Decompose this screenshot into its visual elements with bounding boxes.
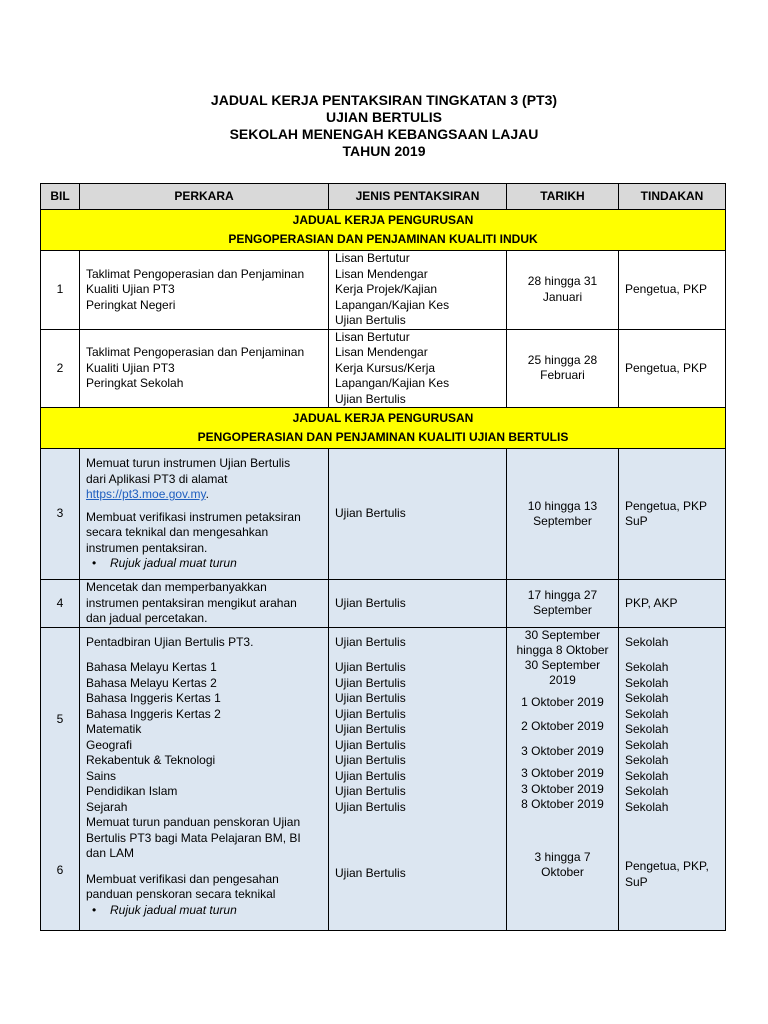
tindakan-line: Sekolah: [625, 691, 669, 705]
tarikh-line: 17 hingga 27: [527, 587, 598, 602]
tindakan-line: Sekolah: [625, 634, 669, 649]
title-line-4: TAHUN 2019: [342, 143, 426, 159]
section-title-line: JADUAL KERJA PENGURUSAN: [292, 213, 474, 227]
perkara-line: instrumen pentaksiran mengikut arahan: [86, 595, 297, 610]
tindakan-line: Sekolah: [625, 799, 669, 814]
row-bil: 5: [56, 711, 64, 726]
row-perkara: [80, 329, 329, 408]
jenis-line: Ujian Bertulis: [335, 675, 406, 690]
subject-line: Bahasa Inggeris Kertas 1: [86, 691, 221, 705]
row-bil: 6: [56, 862, 64, 877]
tarikh-line: 30 September: [524, 657, 601, 672]
tarikh-line: 1 Oktober 2019: [521, 694, 604, 709]
jenis-line: Ujian Bertulis: [335, 634, 406, 649]
tarikh-line: 28 hingga 31: [527, 274, 598, 289]
tarikh-line: 8 Oktober 2019: [521, 797, 604, 811]
row-bil: 4: [41, 580, 80, 628]
row-tarikh: [507, 627, 619, 930]
subject-line: Sains: [86, 768, 117, 783]
subject-line: Bahasa Melayu Kertas 1: [86, 660, 217, 674]
tarikh-line: September: [533, 514, 592, 528]
bullet-note: • Rujuk jadual muat turun: [86, 556, 322, 572]
table-row: [41, 627, 726, 930]
row-tindakan: Pengetua, PKP: [619, 329, 726, 408]
jenis-line: Ujian Bertulis: [335, 391, 406, 406]
section-title-line: PENGOPERASIAN DAN PENJAMINAN KUALITI INDUK: [228, 232, 538, 246]
subject-line: Matematik: [86, 722, 142, 736]
row-bil-group: [41, 627, 80, 930]
tindakan-line: Sekolah: [625, 660, 669, 674]
jenis-line: Ujian Bertulis: [335, 784, 406, 798]
row-jenis: Ujian Bertulis: [329, 449, 507, 580]
perkara-line: Mencetak dan memperbanyakkan: [86, 580, 267, 594]
perkara-line: secara teknikal dan mengesahkan: [86, 525, 269, 540]
perkara-line: Peringkat Sekolah: [86, 376, 184, 390]
perkara-line: Membuat verifikasi dan pengesahan: [86, 871, 279, 886]
subject-line: Geografi: [86, 737, 133, 752]
jenis-line: Ujian Bertulis: [335, 737, 406, 752]
row-jenis: [329, 251, 507, 330]
perkara-line: dan LAM: [86, 846, 135, 860]
subject-line: Pendidikan Islam: [86, 784, 178, 798]
tarikh-line: 25 hingga 28: [527, 352, 598, 367]
perkara-line: instrumen pentaksiran.: [86, 540, 208, 555]
link-suffix: .: [205, 487, 209, 502]
perkara-link-line: [86, 487, 322, 503]
row-bil: 2: [41, 329, 80, 408]
tindakan-line: Sekolah: [625, 737, 669, 752]
title-line-3: SEKOLAH MENENGAH KEBANGSAAN LAJAU: [229, 126, 539, 142]
tindakan-line: Sekolah: [625, 768, 669, 783]
tindakan-line: Sekolah: [625, 722, 669, 736]
tindakan-line: Pengetua, PKP,: [625, 859, 709, 873]
subject-line: Bahasa Inggeris Kertas 2: [86, 706, 221, 721]
table-row: [41, 251, 726, 330]
row-jenis: [329, 329, 507, 408]
jenis-line: Lisan Mendengar: [335, 345, 428, 359]
row-perkara: [80, 627, 329, 930]
perkara-line: Memuat turun panduan penskoran Ujian: [86, 815, 301, 829]
tarikh-line: September: [533, 603, 592, 618]
tarikh-line: hingga 8 Oktober: [516, 642, 609, 657]
document-title: [0, 92, 768, 160]
jenis-line: Ujian Bertulis: [335, 706, 406, 721]
header-row: [41, 184, 726, 210]
tarikh-line: 3 Oktober 2019: [521, 766, 604, 780]
row-bil: 3: [41, 449, 80, 580]
perkara-line: panduan penskoran secara teknikal: [86, 887, 276, 901]
row-perkara: [80, 449, 329, 580]
header-tarikh: TARIKH: [507, 184, 619, 210]
table-row: [41, 580, 726, 628]
perkara-line: Kualiti Ujian PT3: [86, 282, 175, 296]
tindakan-line: Sekolah: [625, 706, 669, 721]
subject-line: Rekabentuk & Teknologi: [86, 753, 216, 767]
jenis-line: Lapangan/Kajian Kes: [335, 376, 450, 390]
header-jenis: JENIS PENTAKSIRAN: [329, 184, 507, 210]
perkara-line: Bertulis PT3 bagi Mata Pelajaran BM, BI: [86, 830, 301, 845]
perkara-line: Pentadbiran Ujian Bertulis PT3.: [86, 634, 254, 649]
perkara-line: dari Aplikasi PT3 di alamat: [86, 471, 228, 486]
table-row: [41, 449, 726, 580]
perkara-line: dan jadual percetakan.: [86, 611, 208, 625]
perkara-line: Peringkat Negeri: [86, 297, 176, 312]
jenis-line: Ujian Bertulis: [335, 768, 406, 783]
header-perkara: PERKARA: [80, 184, 329, 210]
jenis-line: Ujian Bertulis: [335, 660, 406, 674]
jenis-line: Lisan Mendengar: [335, 266, 428, 281]
bullet-note: • Rujuk jadual muat turun: [86, 903, 322, 919]
perkara-line: Membuat verifikasi instrumen petaksiran: [86, 509, 301, 524]
tindakan-line: Sekolah: [625, 675, 669, 690]
row-tarikh: [507, 329, 619, 408]
jenis-line: Ujian Bertulis: [335, 691, 406, 705]
row-tindakan: PKP, AKP: [619, 580, 726, 628]
tarikh-line: Januari: [542, 289, 583, 304]
tindakan-line: Sekolah: [625, 753, 669, 767]
jenis-line: Lapangan/Kajian Kes: [335, 297, 450, 312]
section-header-ujian-bertulis: [41, 408, 726, 449]
jenis-line: Ujian Bertulis: [335, 866, 406, 880]
section-title-line: PENGOPERASIAN DAN PENJAMINAN KUALITI UJIAN BERTULIS: [197, 430, 569, 444]
schedule-table: [40, 183, 726, 931]
tindakan-line: SuP: [625, 874, 648, 889]
tarikh-line: 3 Oktober 2019: [521, 781, 604, 796]
row-tarikh: [507, 251, 619, 330]
perkara-line: Kualiti Ujian PT3: [86, 360, 175, 375]
tindakan-line: Sekolah: [625, 784, 669, 798]
tarikh-line: Oktober: [541, 865, 584, 879]
jenis-line: Lisan Bertutur: [335, 329, 410, 344]
tarikh-line: 2019: [549, 673, 576, 687]
header-tindakan: TINDAKAN: [619, 184, 726, 210]
section-header-induk: [41, 210, 726, 251]
jenis-line: Ujian Bertulis: [335, 722, 406, 736]
table-row: [41, 329, 726, 408]
subject-line: Sejarah: [86, 799, 128, 814]
row-perkara: [80, 251, 329, 330]
tindakan-line: Pengetua, PKP: [625, 498, 708, 513]
row-tindakan: [619, 627, 726, 930]
row-tindakan: [619, 449, 726, 580]
tarikh-line: 2 Oktober 2019: [521, 719, 604, 733]
tarikh-line: 3 hingga 7: [534, 849, 591, 864]
perkara-line: Taklimat Pengoperasian dan Penjaminan: [86, 345, 305, 359]
subject-line: Bahasa Melayu Kertas 2: [86, 675, 217, 690]
jenis-line: Kerja Kursus/Kerja: [335, 360, 436, 375]
jenis-line: Ujian Bertulis: [335, 313, 406, 327]
jenis-line: Ujian Bertulis: [335, 753, 406, 767]
title-line-1: JADUAL KERJA PENTAKSIRAN TINGKATAN 3 (PT3): [210, 92, 558, 108]
row-jenis: [329, 627, 507, 930]
title-line-2: UJIAN BERTULIS: [326, 109, 442, 125]
tindakan-line: SuP: [625, 514, 648, 528]
row-tarikh: [507, 580, 619, 628]
tarikh-line: 3 Oktober 2019: [521, 743, 604, 758]
tarikh-line: 30 September: [524, 627, 601, 642]
jenis-line: Kerja Projek/Kajian: [335, 282, 438, 296]
section-title-line: JADUAL KERJA PENGURUSAN: [292, 411, 474, 425]
row-perkara: [80, 580, 329, 628]
jenis-line: Ujian Bertulis: [335, 799, 406, 814]
tarikh-line: 10 hingga 13: [527, 498, 598, 513]
perkara-line: Taklimat Pengoperasian dan Penjaminan: [86, 266, 305, 281]
jenis-line: Lisan Bertutur: [335, 251, 410, 265]
row-bil: 1: [41, 251, 80, 330]
pt3-portal-link[interactable]: https://pt3.moe.gov.my: [86, 487, 206, 502]
row-tindakan: Pengetua, PKP: [619, 251, 726, 330]
tarikh-line: Februari: [540, 368, 585, 383]
row-tarikh: [507, 449, 619, 580]
row-jenis: Ujian Bertulis: [329, 580, 507, 628]
header-bil: BIL: [41, 184, 80, 210]
perkara-line: Memuat turun instrumen Ujian Bertulis: [86, 456, 291, 471]
